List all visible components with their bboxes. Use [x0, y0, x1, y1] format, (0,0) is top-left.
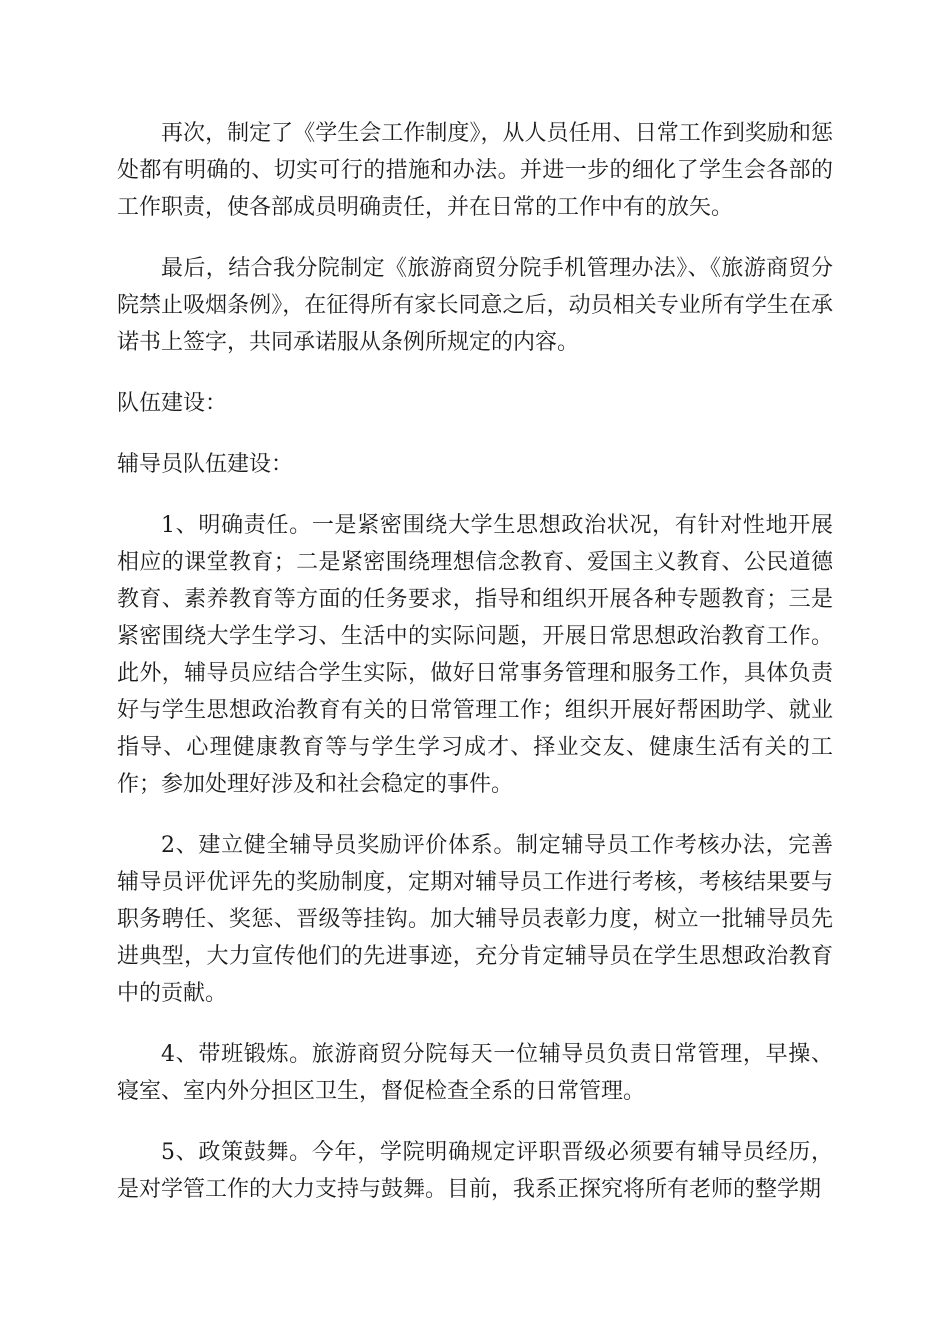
paragraph-student-union-rules: 再次，制定了《学生会工作制度》，从人员任用、日常工作到奖励和惩处都有明确的、切实可行的措施和办法。并进一步的细化了学生会各部的工作职责，使各部成员明确责任，并在日常的工作中有的放矢。 — [117, 121, 833, 220]
paragraph-item-4-class-training: 4、带班锻炼。旅游商贸分院每天一位辅导员负责日常管理，早操、寝室、室内外分担区卫生，督促检查全系的日常管理。 — [117, 1042, 833, 1104]
paragraph-phone-smoking-rules: 最后，结合我分院制定《旅游商贸分院手机管理办法》、《旅游商贸分院禁止吸烟条例》，在征得所有家长同意之后，动员相关专业所有学生在承诺书上签字，共同承诺服从条例所规定的内容。 — [117, 256, 833, 355]
subsection-heading-counselor-team: 辅导员队伍建设： — [117, 452, 294, 477]
paragraph-item-5-policy: 5、政策鼓舞。今年，学院明确规定评职晋级必须要有辅导员经历，是对学管工作的大力支持与鼓舞。目前，我系正探究将所有老师的整学期 — [117, 1140, 833, 1202]
paragraph-item-1-responsibility: 1、明确责任。一是紧密围绕大学生思想政治状况，有针对性地开展相应的课堂教育；二是紧密围绕理想信念教育、爱国主义教育、公民道德教育、素养教育等方面的任务要求，指导和组织开展各种专题教育；三是紧密围绕大学生学习、生活中的实际问题，开展日常思想政治教育工作。此外，辅导员应结合学生实际，做好日常事务管理和服务工作，具体负责好与学生思想政治教育有关的日常管理工作；组织开展好帮困助学、就业指导、心理健康教育等与学生学习成才、择业交友、健康生活有关的工作；参加处理好涉及和社会稳定的事件。 — [117, 513, 833, 797]
section-heading-team-building: 队伍建设： — [117, 391, 228, 416]
document-page — [117, 115, 833, 1232]
paragraph-item-2-evaluation: 2、建立健全辅导员奖励评价体系。制定辅导员工作考核办法，完善辅导员评优评先的奖励制度，定期对辅导员工作进行考核，考核结果要与职务聘任、奖惩、晋级等挂钩。加大辅导员表彰力度，树立一批辅导员先进典型，大力宣传他们的先进事迹，充分肯定辅导员在学生思想政治教育中的贡献。 — [117, 833, 833, 1006]
